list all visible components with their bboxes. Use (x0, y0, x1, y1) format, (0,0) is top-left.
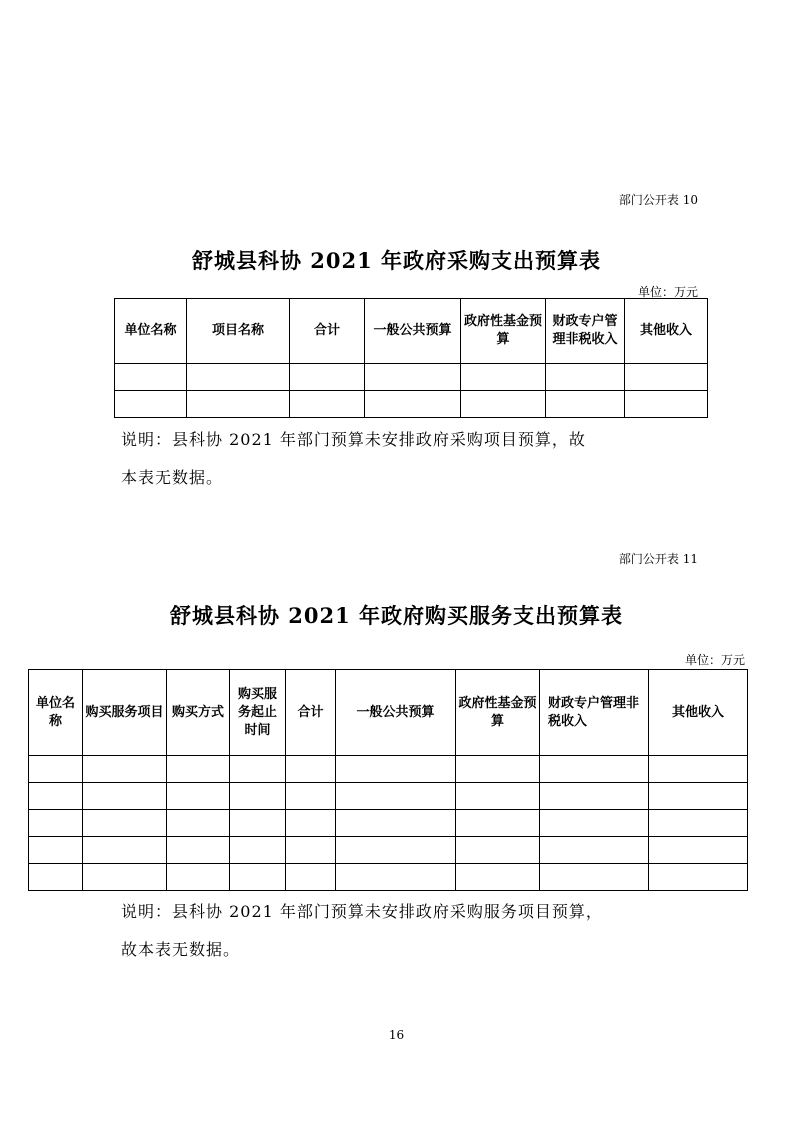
table-title-procurement: 舒城县科协 2021 年政府采购支出预算表 (191, 248, 602, 273)
table-title-services: 舒城县科协 2021 年政府购买服务支出预算表 (169, 603, 624, 628)
note-procurement (121, 425, 711, 493)
col-header: 单位名称 (115, 299, 187, 364)
col-header: 政府性基金预算 (456, 670, 540, 756)
col-header: 购买服务项目 (83, 670, 167, 756)
table-row (29, 837, 748, 864)
table-row (29, 756, 748, 783)
table-row (115, 364, 708, 391)
note-line: 说明：县科协 2021 年部门预算未安排政府采购服务项目预算， (121, 902, 603, 921)
note-line: 说明：县科协 2021 年部门预算未安排政府采购项目预算，故 (121, 430, 586, 449)
unit-label: 单位：万元 (637, 285, 698, 299)
table-row (115, 391, 708, 418)
note-line: 本表无数据。 (121, 468, 224, 487)
col-header: 合计 (286, 670, 336, 756)
table-number-11: 部门公开表 11 (618, 552, 698, 566)
col-header: 财政专户管理非税收入 (546, 299, 625, 364)
col-header: 一般公共预算 (365, 299, 461, 364)
col-header: 单位名称 (29, 670, 83, 756)
table-row (29, 783, 748, 810)
page-number: 16 (388, 1028, 405, 1042)
col-header: 购买服务起止时间 (230, 670, 286, 756)
col-header: 其他收入 (625, 299, 708, 364)
table-row (29, 864, 748, 891)
unit-label: 单位：万元 (684, 653, 745, 667)
table-header-row (29, 670, 748, 756)
note-line: 故本表无数据。 (121, 940, 241, 959)
col-header: 其他收入 (649, 670, 748, 756)
procurement-budget-table (114, 298, 708, 418)
col-header: 项目名称 (187, 299, 290, 364)
col-header: 购买方式 (167, 670, 230, 756)
col-header: 合计 (290, 299, 365, 364)
table-header-row (115, 299, 708, 364)
table-number-10: 部门公开表 10 (618, 193, 698, 207)
table-row (29, 810, 748, 837)
col-header: 财政专户管理非税收入 (540, 670, 649, 756)
col-header: 政府性基金预算 (461, 299, 546, 364)
note-services (121, 897, 721, 965)
service-purchase-table (28, 669, 748, 891)
col-header: 一般公共预算 (336, 670, 456, 756)
